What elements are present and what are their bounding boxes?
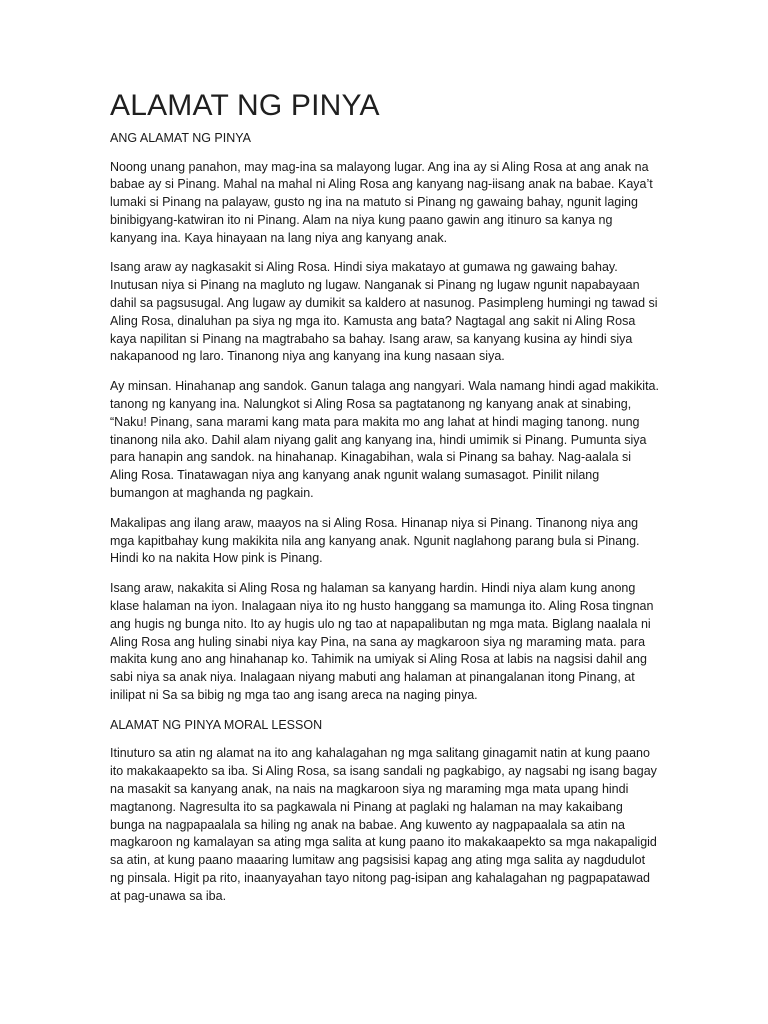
story-paragraph-3: Ay minsan. Hinahanap ang sandok. Ganun talaga ang nangyari. Wala namang hindi agad makikita. tanong ng kanyang ina. Nalungkot si Aling Rosa sa pagtatanong ng kanyang anak at sinabing, “Naku! Pinang, sana marami kang mata para makita mo ang lahat at hindi maging tanong. nung tinanong nila ako. Dahil alam niyang galit ang kanyang ina, hindi umimik si Pinang. Pumunta siya para hanapin ang sandok. na hinahanap. Kinagabihan, wala si Pinang sa bahay. Nag-aalala si Aling Rosa. Tinatawagan niya ang kanyang anak ngunit walang sumasagot. Pinilit nilang bumangon at maghanda ng pagkain.	[110, 379, 659, 501]
document-title: ALAMAT NG PINYA	[110, 89, 380, 122]
document-page	[110, 88, 660, 917]
moral-lesson-paragraph: Itinuturo sa atin ng alamat na ito ang kahalagahan ng mga salitang ginagamit natin at kung paano ito makakaapekto sa iba. Si Aling Rosa, sa isang sandali ng pagkabigo, ay nagsabi ng isang bagay na masakit sa kanyang anak, na nais na magkaroon siya ng maraming mga mata upang hindi magtanong. Nagresulta ito sa pagkawala ni Pinang at paglaki ng halaman na may kakaibang bunga na nagpapaalala sa hiling ng anak na babae. Ang kuwento ay nagpapaalala sa atin na magkaroon ng kamalayan sa ating mga salita at kung paano ito makakaapekto sa mga nakapaligid sa atin, at kung paano maaaring lumitaw ang pagsisisi kapag ang ating mga salita ay nagdudulot ng pinsala. Higit pa rito, inaanyayahan tayo nitong pag-isipan ang kahalagahan ng pagpapatawad at pag-unawa sa iba.	[110, 746, 657, 903]
story-paragraph-5: Isang araw, nakakita si Aling Rosa ng halaman sa kanyang hardin. Hindi niya alam kung anong klase halaman na iyon. Inalagaan niya ito ng husto hanggang sa mamunga ito. Aling Rosa tingnan ang hugis ng bunga nito. Ito ay hugis ulo ng tao at napapalibutan ng mga mata. Biglang naalala ni Aling Rosa ang huling sinabi niya kay Pina, na sana ay magkaroon siya ng maraming mata. para makita kung ano ang hinahanap ko. Tahimik na umiyak si Aling Rosa at labis na nagsisi dahil ang sabi niya sa anak niya. Inalagaan niyang mabuti ang halaman at pinangalanan itong Pinang, at inilipat ni Sa sa bibig ng mga tao ang isang areca na naging pinya.	[110, 581, 654, 703]
story-paragraph-1: Noong unang panahon, may mag-ina sa malayong lugar. Ang ina ay si Aling Rosa at ang anak na babae ay si Pinang. Mahal na mahal ni Aling Rosa ang kanyang nag-iisang anak na babae. Kaya’t lumaki si Pinang na palayaw, gusto ng ina na matuto si Pinang ng gawaing bahay, ngunit laging binibigyang-katwiran ito ni Pinang. Alam na niya kung paano gawin ang itinuro sa kanya ng kanyang ina. Kaya hinayaan na lang niya ang kanyang anak.	[110, 159, 653, 245]
document-subtitle: ANG ALAMAT NG PINYA	[110, 131, 252, 145]
story-paragraph-4: Makalipas ang ilang araw, maayos na si Aling Rosa. Hinanap niya si Pinang. Tinanong niya ang mga kapitbahay kung makikita nila ang kanyang anak. Ngunit naglahong parang bula si Pinang. Hindi ko na nakita How pink is Pinang.	[110, 515, 640, 566]
story-paragraph-2: Isang araw ay nagkasakit si Aling Rosa. Hindi siya makatayo at gumawa ng gawaing bahay. Inutusan niya si Pinang na magluto ng lugaw. Nanganak si Pinang ng lugaw ngunit napabayaan dahil sa pagsusugal. Ang lugaw ay dumikit sa kaldero at nasunog. Pasimpleng humingi ng tawad si Aling Rosa, dinaluhan pa siya ng mga ito. Kamusta ang bata? Nagtagal ang sakit ni Aling Rosa kaya napilitan si Pinang na magtrabaho sa bahay. Isang araw, sa kanyang kusina ay hindi siya nakapanood ng laro. Tinanong niya ang kanyang ina kung nasaan siya.	[110, 260, 658, 364]
moral-lesson-heading: ALAMAT NG PINYA MORAL LESSON	[110, 717, 323, 732]
